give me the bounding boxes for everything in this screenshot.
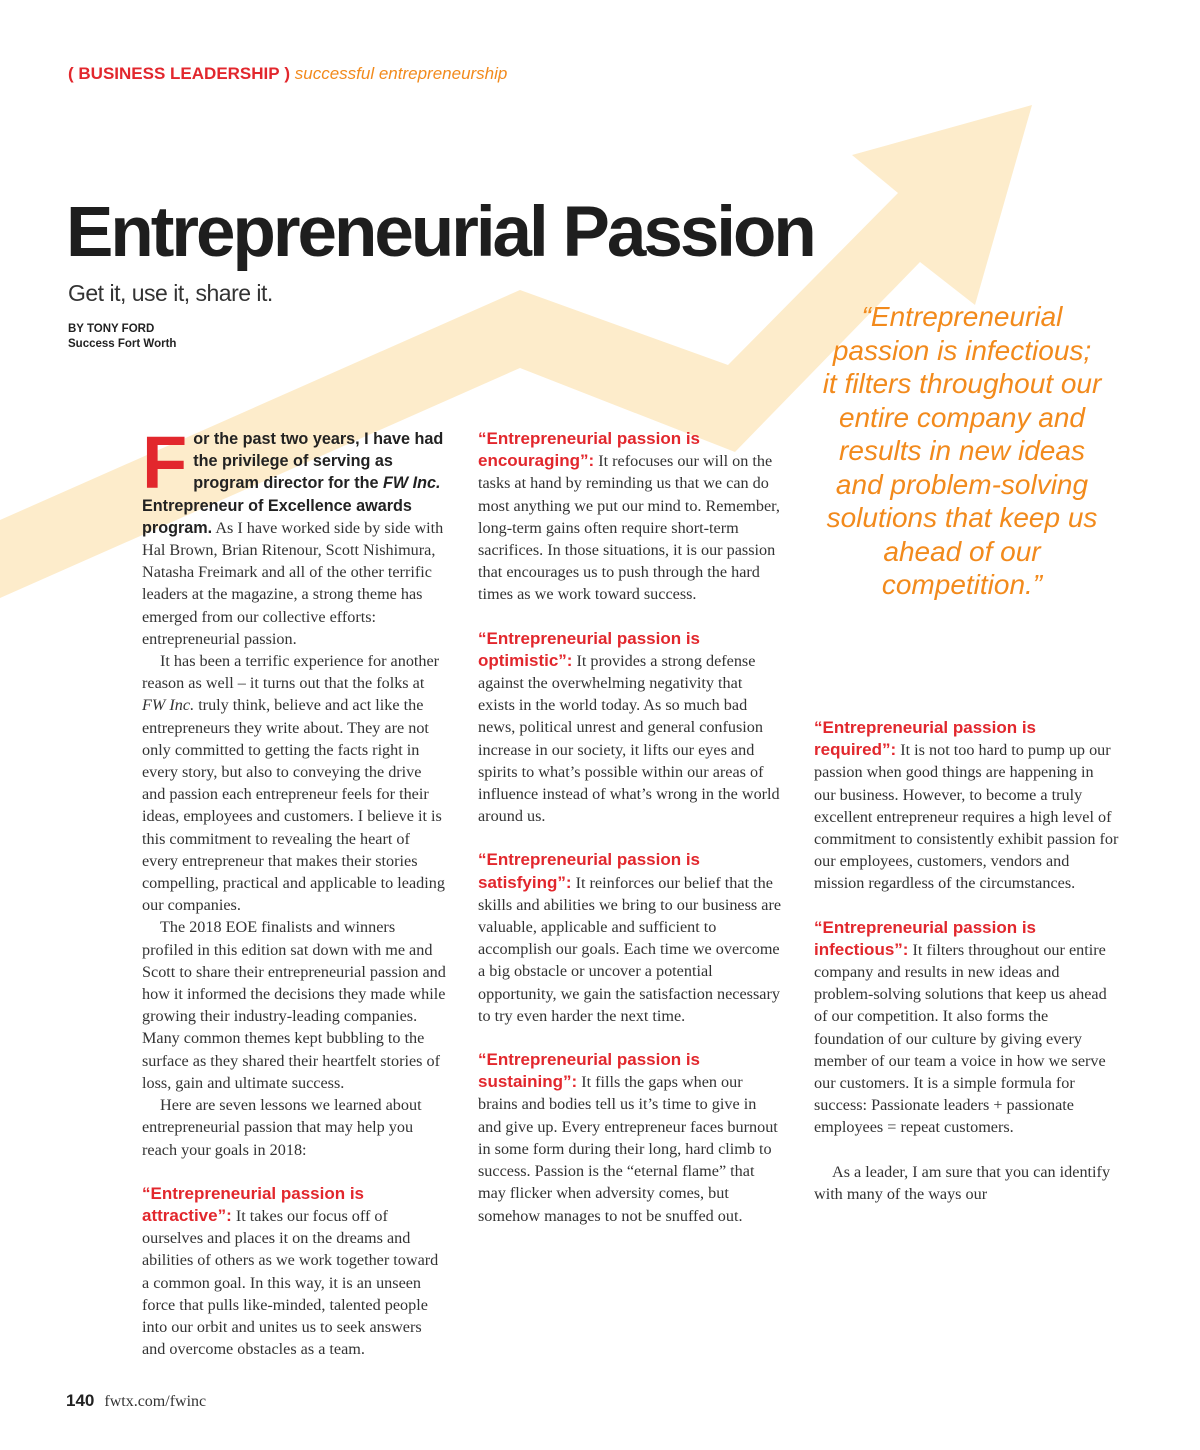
paragraph-text: truly think, believe and act like the entrepreneurs they write about. They are not only committed to getting the facts right in every story, but also to conveying the drive and passion each entrepreneur feels for their ideas, employees and customers. I believe it is this commitment to revealing the heart of every entrepreneur that makes their stories compelling, practical and applicable to leading our companies.	[142, 696, 445, 915]
lesson-text: It reinforces our belief that the skills and abilities we bring to our business are valuable, applicable and sufficient to accomplish our goals. Each time we overcome a big obstacle or uncover a potential opportunity, we gain the satisfaction necessary to try even harder the next time.	[478, 873, 782, 1025]
article-subtitle: Get it, use it, share it.	[68, 280, 273, 306]
lesson-attractive	[142, 1183, 447, 1361]
lesson-text: It refocuses our will on the tasks at hand by reminding us that we can do most anything we put our mind to. Remember, long-term gains often require short-term sacrifices. In those situations, it is our passion that encourages us to push through the hard times as we work toward success.	[478, 452, 780, 604]
lesson-heading: “Entrepreneurial passion is infectious”:	[814, 917, 1037, 959]
author-outlet: Success Fort Worth	[68, 338, 177, 350]
section-open-paren: (	[68, 64, 74, 83]
pull-quote: “Entrepreneurial passion is infectious; it filters throughout our entire company and results in new ideas and problem-solving solutions that keep us ahead of our competition.”	[822, 301, 1102, 600]
paragraph-text: It has been a terrific experience for another reason as well – it turns out that the folks at	[142, 652, 440, 693]
author-byline: BY TONY FORD	[68, 323, 155, 335]
section-header	[68, 64, 507, 84]
body-paragraph: As a leader, I am sure that you can identify with many of the ways our	[814, 1162, 1111, 1203]
lesson-heading: “Entrepreneurial passion is attractive”:	[142, 1183, 365, 1225]
lesson-sustaining	[478, 1049, 783, 1227]
lead-publication: FW Inc.	[382, 474, 441, 493]
lead-text: or the past two years, I have had the privilege of serving as program director for the	[193, 430, 444, 493]
lead-text-end: Entrepreneur of Excellence awards program.	[142, 496, 412, 537]
lesson-text: It fills the gaps when our brains and bodies tell us it’s time to give in and give up. Every entrepreneur faces burnout in some form during their long, hard climb to success. Passion is the “eternal flame” that may flicker when adversity comes, but somehow manages to not be snuffed out.	[478, 1073, 778, 1225]
section-subcategory: successful entrepreneurship	[294, 64, 508, 83]
body-paragraph	[142, 650, 447, 916]
lesson-heading: “Entrepreneurial passion is satisfying”:	[478, 850, 701, 892]
lesson-text: It takes our focus off of ourselves and places it on the dreams and abilities of others as we work together toward a common goal. In this way, it is an unseen force that pulls like-minded, talented people into our orbit and unites us to seek answers and overcome obstacles as a team.	[142, 1206, 439, 1359]
article-title: Entrepreneurial Passion	[66, 193, 814, 272]
body-column-2	[478, 428, 783, 1227]
lesson-heading: “Entrepreneurial passion is required”:	[814, 718, 1037, 760]
lesson-required	[814, 717, 1119, 895]
lesson-infectious	[814, 917, 1119, 1139]
drop-cap: F	[142, 421, 188, 504]
lesson-heading: “Entrepreneurial passion is optimistic”:	[478, 628, 701, 670]
publication-name: FW Inc.	[142, 696, 195, 715]
body-paragraph	[142, 421, 447, 650]
lesson-satisfying	[478, 849, 783, 1027]
lesson-text: It is not too hard to pump up our passion when good things are happening in our business. However, to become a truly excellent entrepreneur requires a high level of commitment to consistently exhibit passion for our employees, customers, vendors and mission regardless of the circumstances.	[814, 741, 1119, 893]
page-footer	[66, 1391, 206, 1411]
body-paragraph: Here are seven lessons we learned about entrepreneurial passion that may help you reach your goals in 2018:	[142, 1096, 422, 1159]
section-close-paren: )	[284, 64, 291, 83]
footer-url: fwtx.com/fwinc	[104, 1393, 207, 1410]
lesson-text: It provides a strong defense against the overwhelming negativity that exists in the world today. As so much bad news, political unrest and general confusion increase in our society, it lifts our eyes and spirits to what’s possible within our areas of influence instead of what’s wrong in the world around us.	[478, 651, 780, 826]
byline-block	[68, 322, 176, 352]
body-paragraph: The 2018 EOE finalists and winners profiled in this edition sat down with me and Scott to share their entrepreneurial passion and how it informed the decisions they made while growing their industry-leading companies. Many common themes kept bubbling to the surface as they shared their heartfelt stories of loss, gain and ultimate success.	[142, 918, 446, 1092]
lesson-text: It filters throughout our entire company and results in new ideas and problem-solving solutions that keep us ahead of our competition. It also forms the foundation of our culture by giving every member of our team a voice in how we serve our customers. It is a simple formula for success: Passionate leaders + passionate employees = repeat customers.	[814, 940, 1107, 1137]
lesson-optimistic	[478, 628, 783, 828]
section-category: BUSINESS LEADERSHIP	[78, 64, 280, 83]
lesson-encouraging	[478, 428, 783, 606]
page-number: 140	[66, 1391, 95, 1410]
lesson-heading: “Entrepreneurial passion is sustaining”:	[478, 1050, 701, 1092]
paragraph-text: As I have worked side by side with Hal Brown, Brian Ritenour, Scott Nishimura, Natasha Freimark and all of the other terrific leaders at the magazine, a strong theme has emerged from our collective efforts: entrepreneurial passion.	[142, 518, 444, 648]
lesson-heading: “Entrepreneurial passion is encouraging”:	[478, 429, 701, 471]
body-column-1	[142, 421, 447, 1360]
body-column-3	[814, 717, 1119, 1205]
